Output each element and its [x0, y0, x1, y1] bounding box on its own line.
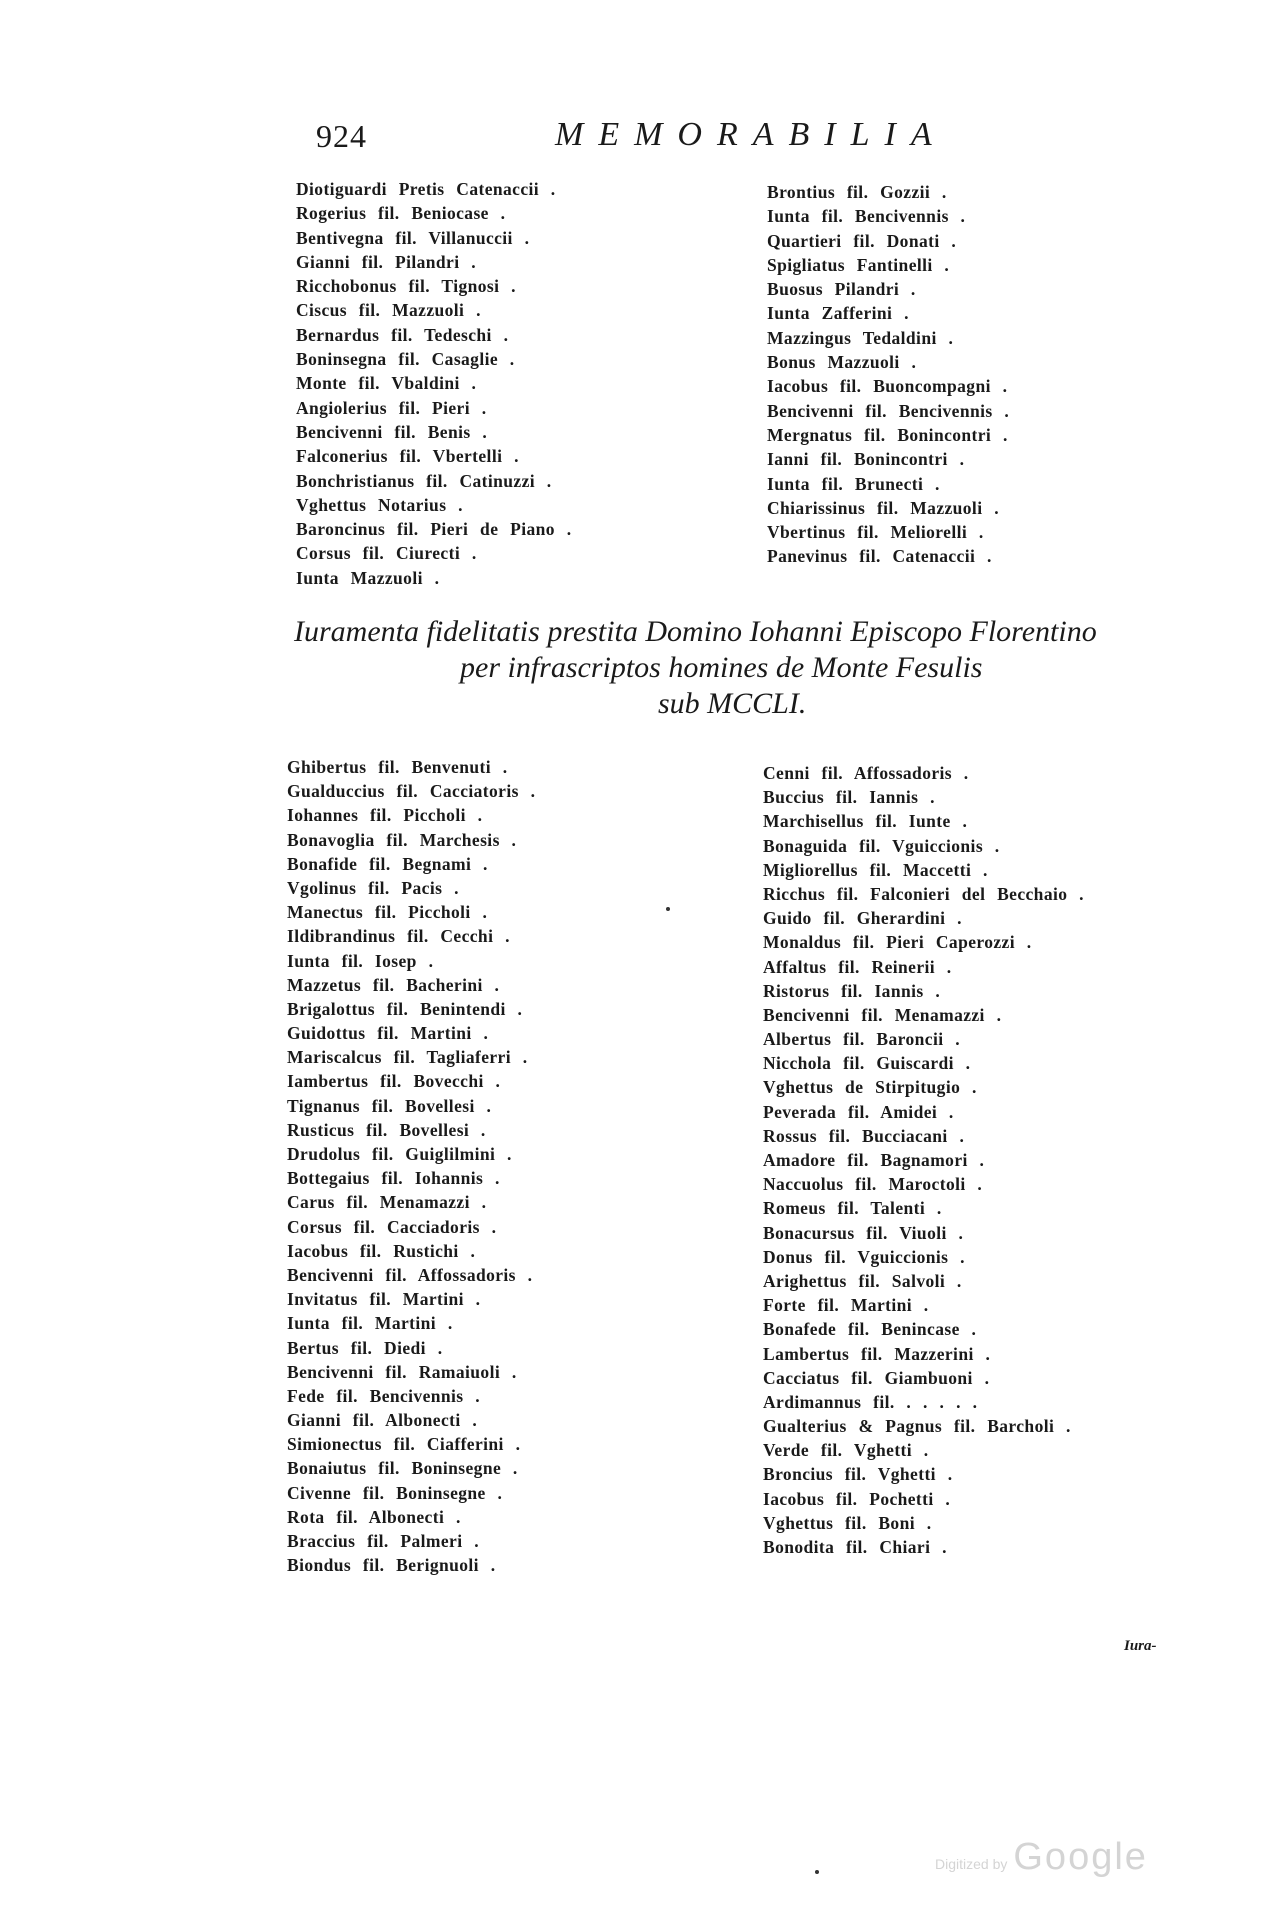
- name-entry: Corsus fil. Cacciadoris .: [287, 1216, 497, 1237]
- name-entry: Bottegaius fil. Iohannis .: [287, 1168, 500, 1189]
- name-entry: Boninsegna fil. Casaglie .: [296, 349, 515, 370]
- name-entry: Ciscus fil. Mazzuoli .: [296, 300, 481, 321]
- name-entry: Bertus fil. Diedi .: [287, 1337, 443, 1358]
- name-entry: Cacciatus fil. Giambuoni .: [763, 1367, 990, 1388]
- name-entry: Arighettus fil. Salvoli .: [763, 1270, 962, 1291]
- name-entry: Bonaguida fil. Vguiccionis .: [763, 835, 1000, 856]
- name-entry: Falconerius fil. Vbertelli .: [296, 446, 519, 467]
- name-entry: Panevinus fil. Catenaccii .: [767, 546, 992, 567]
- names-list-section2-right: [763, 761, 1084, 1559]
- name-entry: Corsus fil. Ciurecti .: [296, 543, 477, 564]
- name-entry: Iacobus fil. Buoncompagni .: [767, 376, 1008, 397]
- name-entry: Simionectus fil. Ciafferini .: [287, 1434, 521, 1455]
- name-entry: Mazzetus fil. Bacherini .: [287, 974, 500, 995]
- name-entry: Bonavoglia fil. Marchesis .: [287, 829, 517, 850]
- name-entry: Invitatus fil. Martini .: [287, 1289, 481, 1310]
- names-list-section2-left: [287, 755, 535, 1577]
- name-entry: Iunta fil. Martini .: [287, 1313, 453, 1334]
- name-entry: Iunta fil. Brunecti .: [767, 473, 940, 494]
- name-entry: Rusticus fil. Bovellesi .: [287, 1119, 486, 1140]
- name-entry: Drudolus fil. Guiglilmini .: [287, 1144, 512, 1164]
- name-entry: Guido fil. Gherardini .: [763, 908, 962, 929]
- name-entry: Buccius fil. Iannis .: [763, 787, 935, 808]
- name-entry: Tignanus fil. Bovellesi .: [287, 1095, 492, 1116]
- catchword: Iura-: [1124, 1638, 1157, 1654]
- section-heading: [280, 614, 1220, 722]
- name-entry: Bonus Mazzuoli .: [767, 352, 917, 373]
- page-number: 924: [316, 118, 367, 154]
- name-entry: Angiolerius fil. Pieri .: [296, 397, 487, 418]
- name-entry: Iambertus fil. Bovecchi .: [287, 1071, 501, 1092]
- name-entry: Migliorellus fil. Maccetti .: [763, 859, 988, 880]
- name-entry: Bencivenni fil. Bencivennis .: [767, 400, 1010, 421]
- name-entry: Bonaiutus fil. Boninsegne .: [287, 1458, 518, 1479]
- name-entry: Guidottus fil. Martini .: [287, 1023, 489, 1044]
- print-speck: [666, 907, 670, 911]
- name-entry: Bencivenni fil. Ramaiuoli .: [287, 1361, 517, 1382]
- name-entry: Nicchola fil. Guiscardi .: [763, 1053, 971, 1074]
- name-entry: Bonacursus fil. Viuoli .: [763, 1222, 964, 1243]
- name-entry: Albertus fil. Baroncii .: [763, 1029, 961, 1050]
- name-entry: Donus fil. Vguiccionis .: [763, 1246, 965, 1267]
- name-entry: Manectus fil. Piccholi .: [287, 902, 488, 923]
- name-entry: Mazzingus Tedaldini .: [767, 327, 954, 348]
- name-entry: Ardimannus fil. . . . . .: [763, 1391, 978, 1412]
- name-entry: Baroncinus fil. Pieri de Piano .: [296, 519, 572, 540]
- heading-line-2: per infrascriptos homines de Monte Fesulis: [460, 651, 983, 684]
- name-entry: Ristorus fil. Iannis .: [763, 980, 941, 1001]
- name-entry: Braccius fil. Palmeri .: [287, 1531, 480, 1551]
- name-entry: Buosus Pilandri .: [767, 279, 916, 300]
- name-entry: Iohannes fil. Piccholi .: [287, 805, 483, 826]
- print-speck: [815, 1870, 819, 1874]
- name-entry: Diotiguardi Pretis Catenaccii .: [296, 179, 556, 199]
- name-entry: Vgolinus fil. Pacis .: [287, 877, 459, 898]
- name-entry: Lambertus fil. Mazzerini .: [763, 1343, 991, 1364]
- name-entry: Ghibertus fil. Benvenuti .: [287, 757, 508, 777]
- heading-line-1: Iuramenta fidelitatis prestita Domino Iohanni Episcopo Florentino: [294, 615, 1097, 648]
- name-entry: Monaldus fil. Pieri Caperozzi .: [763, 932, 1032, 953]
- running-title: MEMORABILIA: [555, 116, 947, 153]
- name-entry: Bonafide fil. Begnami .: [287, 853, 488, 874]
- google-watermark-logo: Google: [1013, 1836, 1148, 1878]
- name-entry: Iunta Zafferini .: [767, 303, 909, 324]
- name-entry: Iacobus fil. Rustichi .: [287, 1240, 476, 1261]
- name-entry: Forte fil. Martini .: [763, 1295, 929, 1316]
- name-entry: Bencivenni fil. Menamazzi .: [763, 1004, 1002, 1025]
- name-entry: Bentivegna fil. Villanuccii .: [296, 227, 530, 248]
- name-entry: Spigliatus Fantinelli .: [767, 254, 950, 275]
- name-entry: Vbertinus fil. Meliorelli .: [767, 522, 984, 543]
- name-entry: Rota fil. Albonecti .: [287, 1506, 461, 1527]
- name-entry: Bonafede fil. Benincase .: [763, 1319, 977, 1340]
- name-entry: Vghettus de Stirpitugio .: [763, 1077, 977, 1098]
- name-entry: Ricchobonus fil. Tignosi .: [296, 276, 516, 297]
- names-list-section1-right: [767, 180, 1009, 569]
- name-entry: Amadore fil. Bagnamori .: [763, 1150, 985, 1170]
- name-entry: Broncius fil. Vghetti .: [763, 1464, 953, 1485]
- name-entry: Vghettus fil. Boni .: [763, 1512, 932, 1533]
- name-entry: Iunta fil. Iosep .: [287, 950, 434, 971]
- name-entry: Affaltus fil. Reinerii .: [763, 956, 952, 977]
- name-entry: Iunta Mazzuoli .: [296, 567, 440, 588]
- name-entry: Vghettus Notarius .: [296, 494, 463, 515]
- name-entry: Quartieri fil. Donati .: [767, 230, 957, 251]
- name-entry: Iacobus fil. Pochetti .: [763, 1488, 951, 1509]
- name-entry: Ildibrandinus fil. Cecchi .: [287, 926, 510, 947]
- name-entry: Gianni fil. Albonecti .: [287, 1410, 478, 1431]
- name-entry: Fede fil. Bencivennis .: [287, 1385, 481, 1406]
- name-entry: Verde fil. Vghetti .: [763, 1440, 929, 1461]
- name-entry: Gianni fil. Pilandri .: [296, 251, 477, 272]
- name-entry: Bonchristianus fil. Catinuzzi .: [296, 470, 552, 491]
- name-entry: Peverada fil. Amidei .: [763, 1101, 954, 1122]
- name-entry: Chiarissinus fil. Mazzuoli .: [767, 497, 1000, 518]
- name-entry: Marchisellus fil. Iunte .: [763, 811, 968, 832]
- names-list-section1-left: [296, 177, 571, 590]
- name-entry: Monte fil. Vbaldini .: [296, 373, 477, 394]
- name-entry: Bencivenni fil. Benis .: [296, 421, 488, 442]
- name-entry: Civenne fil. Boninsegne .: [287, 1482, 503, 1503]
- name-entry: Romeus fil. Talenti .: [763, 1198, 942, 1219]
- digitized-watermark: [935, 1836, 1148, 1879]
- name-entry: Rossus fil. Bucciacani .: [763, 1125, 965, 1146]
- name-entry: Mergnatus fil. Bonincontri .: [767, 424, 1008, 445]
- name-entry: Ianni fil. Bonincontri .: [767, 449, 965, 470]
- name-entry: Bernardus fil. Tedeschi .: [296, 324, 509, 345]
- name-entry: Bencivenni fil. Affossadoris .: [287, 1264, 533, 1285]
- name-entry: Mariscalcus fil. Tagliaferri .: [287, 1047, 528, 1068]
- name-entry: Naccuolus fil. Maroctoli .: [763, 1174, 983, 1195]
- name-entry: Brontius fil. Gozzii .: [767, 182, 947, 202]
- heading-line-3: sub MCCLI.: [658, 687, 807, 720]
- name-entry: Iunta fil. Bencivennis .: [767, 206, 966, 227]
- name-entry: Brigalottus fil. Benintendi .: [287, 998, 523, 1019]
- name-entry: Gualduccius fil. Cacciatoris .: [287, 781, 536, 802]
- name-entry: Bonodita fil. Chiari .: [763, 1537, 947, 1557]
- name-entry: Biondus fil. Berignuoli .: [287, 1555, 496, 1576]
- watermark-prefix: Digitized by: [935, 1856, 1008, 1872]
- name-entry: Rogerius fil. Beniocase .: [296, 203, 506, 224]
- name-entry: Gualterius & Pagnus fil. Barcholi .: [763, 1416, 1071, 1437]
- name-entry: Cenni fil. Affossadoris .: [763, 763, 969, 783]
- name-entry: Carus fil. Menamazzi .: [287, 1192, 487, 1213]
- name-entry: Ricchus fil. Falconieri del Becchaio .: [763, 883, 1084, 904]
